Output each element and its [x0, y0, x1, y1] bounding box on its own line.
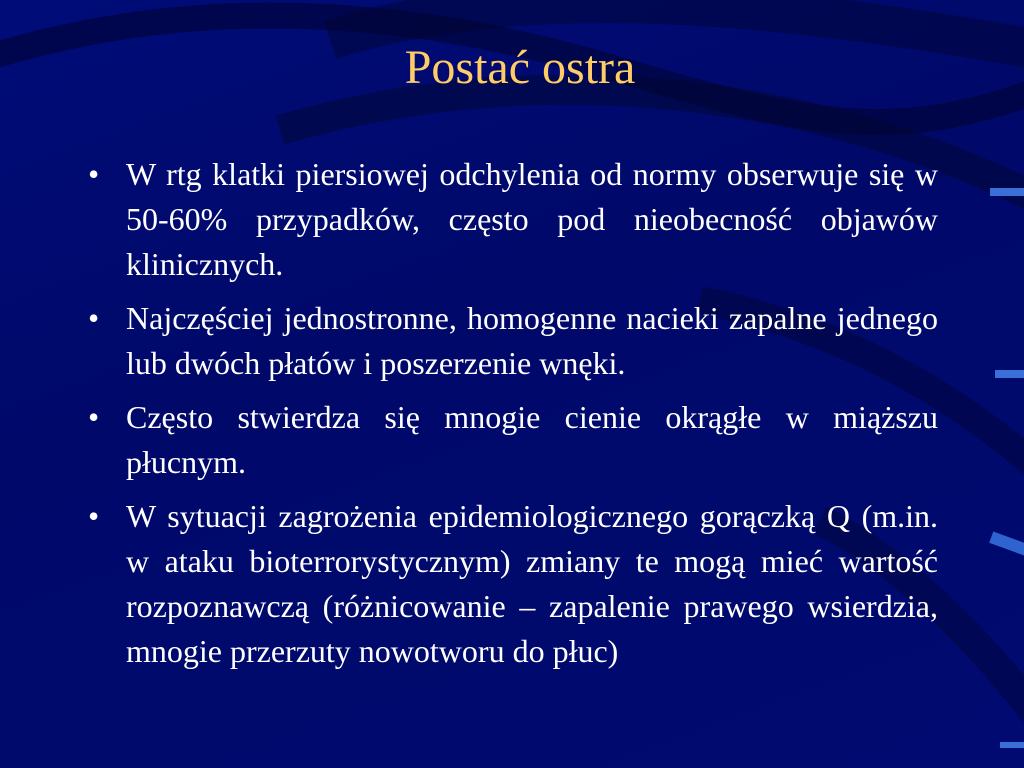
bullet-marker: • [88, 300, 100, 336]
bullet-text: Często stwierdza się mnogie cienie okrągłe w miąższu płucnym. [126, 399, 938, 480]
decor-dash-4 [1000, 742, 1024, 748]
bullet-marker: • [88, 156, 100, 192]
bullet-text: W rtg klatki piersiowej odchylenia od normy obserwuje się w 50-60% przypadków, często pod nieobecność objawów klinicznych. [126, 156, 938, 282]
bullet-list [84, 152, 938, 683]
slide-title: Postać ostra [404, 41, 636, 94]
decor-dash-2 [995, 370, 1024, 378]
decor-dash-3 [989, 532, 1024, 557]
bullet-item [84, 494, 938, 674]
bullet-text: W sytuacji zagrożenia epidemiologicznego gorączką Q (m.in. w ataku bioterrorystycznym) zmiany te mogą mieć wartość rozpoznawczą (różnicowanie – zapalenie prawego wsierdzia, mnogie przerzuty nowotworu do płuc) [126, 498, 938, 669]
bullet-item [84, 152, 938, 287]
bullet-marker: • [88, 498, 100, 534]
bullet-item [84, 296, 938, 386]
bullet-marker: • [88, 399, 100, 435]
decor-dash-1 [990, 188, 1024, 196]
bullet-item [84, 395, 938, 485]
bullet-text: Najczęściej jednostronne, homogenne nacieki zapalne jednego lub dwóch płatów i poszerzenie wnęki. [126, 300, 938, 381]
